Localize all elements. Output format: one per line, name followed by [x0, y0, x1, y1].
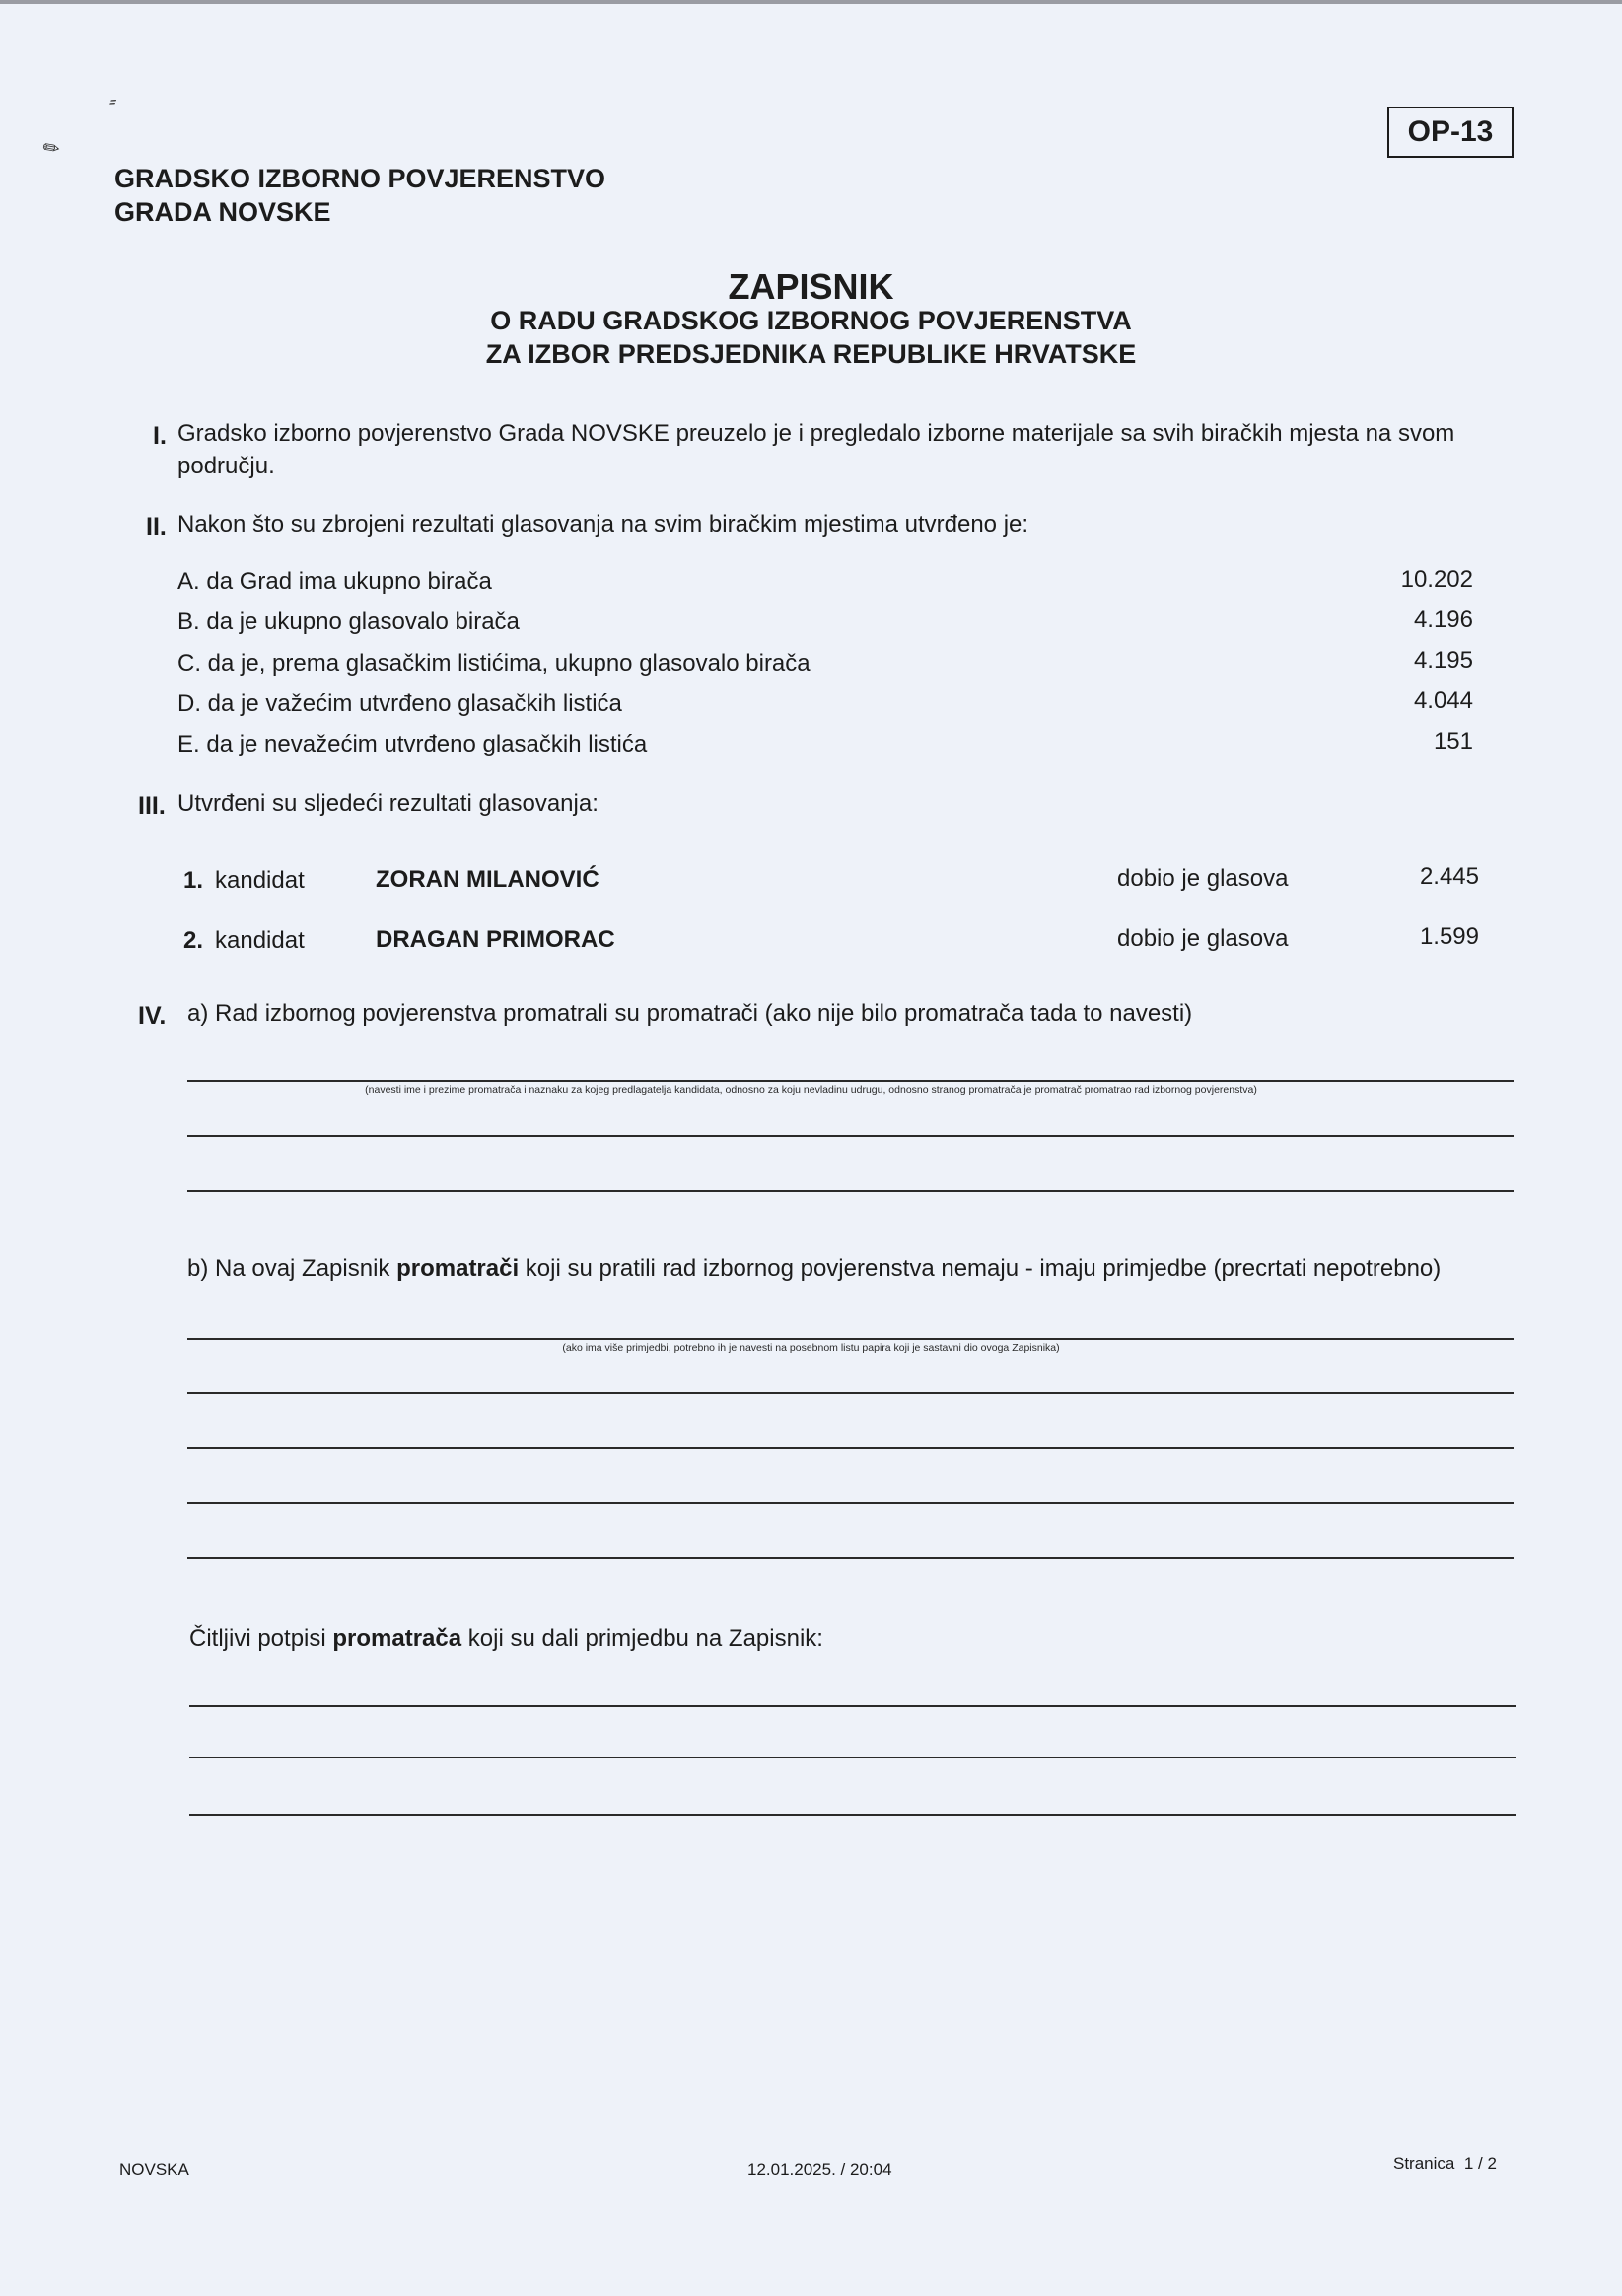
section4-b-bold: promatrači — [396, 1256, 520, 1282]
section3-intro: Utvrđeni su sljedeći rezultati glasovanja: — [177, 790, 599, 817]
remarks-line — [187, 1502, 1514, 1504]
section4-number: IV. — [138, 1002, 167, 1030]
section2-item-label: D. da je važećim utvrđeno glasačkih listića — [177, 690, 622, 717]
authority-line2: GRADA NOVSKE — [114, 197, 331, 227]
footer-place: NOVSKA — [119, 2160, 189, 2179]
scan-speck: ⸗ — [106, 90, 120, 111]
observer-hint: (navesti ime i prezime promatrača i naznaku za kojeg predlagatelja kandidata, odnosno za koju nevladinu udrugu, odnosno stranog promatrača je promatrač promatrao rad izbornog povjerenstva) — [365, 1084, 1257, 1096]
form-code-badge: OP-13 — [1387, 107, 1514, 158]
footer-page — [1393, 2154, 1497, 2174]
section2-intro: Nakon što su zbrojeni rezultati glasovanja na svim biračkim mjestima utvrđeno je: — [177, 511, 1029, 538]
observer-line — [187, 1190, 1514, 1192]
signatures-bold: promatrača — [332, 1625, 462, 1652]
signature-line — [189, 1814, 1516, 1816]
remarks-line — [187, 1338, 1514, 1340]
remarks-line — [187, 1447, 1514, 1449]
section1-text-line2: području. — [177, 453, 275, 479]
scan-speck: ✎ — [38, 135, 65, 163]
section2-item-value: 10.202 — [1400, 566, 1473, 593]
signature-line — [189, 1757, 1516, 1758]
candidate-number: 2. — [183, 927, 204, 954]
remarks-line — [187, 1557, 1514, 1559]
footer-page-value: 1 / 2 — [1463, 2154, 1497, 2173]
scan-edge — [0, 0, 1622, 4]
candidate-role: kandidat — [215, 867, 305, 894]
section2-item-label: A. da Grad ima ukupno birača — [177, 568, 492, 595]
signatures-prefix: Čitljivi potpisi — [189, 1625, 333, 1652]
remarks-line — [187, 1392, 1514, 1394]
signatures-suffix: koji su dali primjedbu na Zapisnik: — [461, 1625, 823, 1652]
signatures-text — [189, 1625, 823, 1653]
candidate-role: kandidat — [215, 927, 305, 954]
candidate-votes: 1.599 — [1419, 923, 1479, 950]
candidate-votes-label: dobio je glasova — [1117, 865, 1289, 892]
footer-datetime: 12.01.2025. / 20:04 — [747, 2160, 892, 2179]
section2-item-value: 151 — [1433, 728, 1473, 754]
section4-b-prefix: b) Na ovaj Zapisnik — [187, 1256, 397, 1282]
authority-line1: GRADSKO IZBORNO POVJERENSTVO — [114, 164, 606, 193]
section4-b-suffix: koji su pratili rad izbornog povjerenstva nemaju - imaju primjedbe (precrtati nepotrebno) — [519, 1256, 1442, 1282]
section1-number: I. — [153, 422, 167, 450]
document-subtitle-2: ZA IZBOR PREDSJEDNIKA REPUBLIKE HRVATSKE — [485, 339, 1137, 369]
signature-line — [189, 1705, 1516, 1707]
footer-page-label: Stranica — [1393, 2154, 1455, 2173]
candidate-votes: 2.445 — [1419, 863, 1479, 890]
candidate-number: 1. — [183, 867, 204, 894]
section4-b-text — [187, 1256, 1441, 1283]
candidate-votes-label: dobio je glasova — [1117, 925, 1289, 952]
section2-number: II. — [146, 513, 167, 540]
section4-a-text: a) Rad izbornog povjerenstva promatrali su promatrači (ako nije bilo promatrača tada to navesti) — [187, 1000, 1193, 1027]
section2-item-label: B. da je ukupno glasovalo birača — [177, 609, 520, 635]
section1-text-line1: Gradsko izborno povjerenstvo Grada NOVSKE preuzelo je i pregledalo izborne materijale sa svih biračkih mjesta na svom — [177, 420, 1455, 447]
section2-item-label: E. da je nevažećim utvrđeno glasačkih listića — [177, 731, 648, 757]
section2-item-value: 4.044 — [1413, 687, 1473, 714]
section3-number: III. — [138, 792, 166, 820]
document-title: ZAPISNIK — [728, 266, 894, 307]
observer-line — [187, 1135, 1514, 1137]
remarks-hint: (ako ima više primjedbi, potrebno ih je navesti na posebnom listu papira koji je sastavni dio ovoga Zapisnika) — [562, 1342, 1060, 1354]
document-subtitle-1: O RADU GRADSKOG IZBORNOG POVJERENSTVA — [490, 306, 1132, 335]
candidate-name: DRAGAN PRIMORAC — [376, 926, 615, 953]
section2-item-label: C. da je, prema glasačkim listićima, ukupno glasovalo birača — [177, 650, 811, 677]
candidate-name: ZORAN MILANOVIĆ — [376, 866, 599, 893]
observer-line — [187, 1080, 1514, 1082]
section2-item-value: 4.195 — [1413, 647, 1473, 674]
section2-item-value: 4.196 — [1413, 607, 1473, 633]
